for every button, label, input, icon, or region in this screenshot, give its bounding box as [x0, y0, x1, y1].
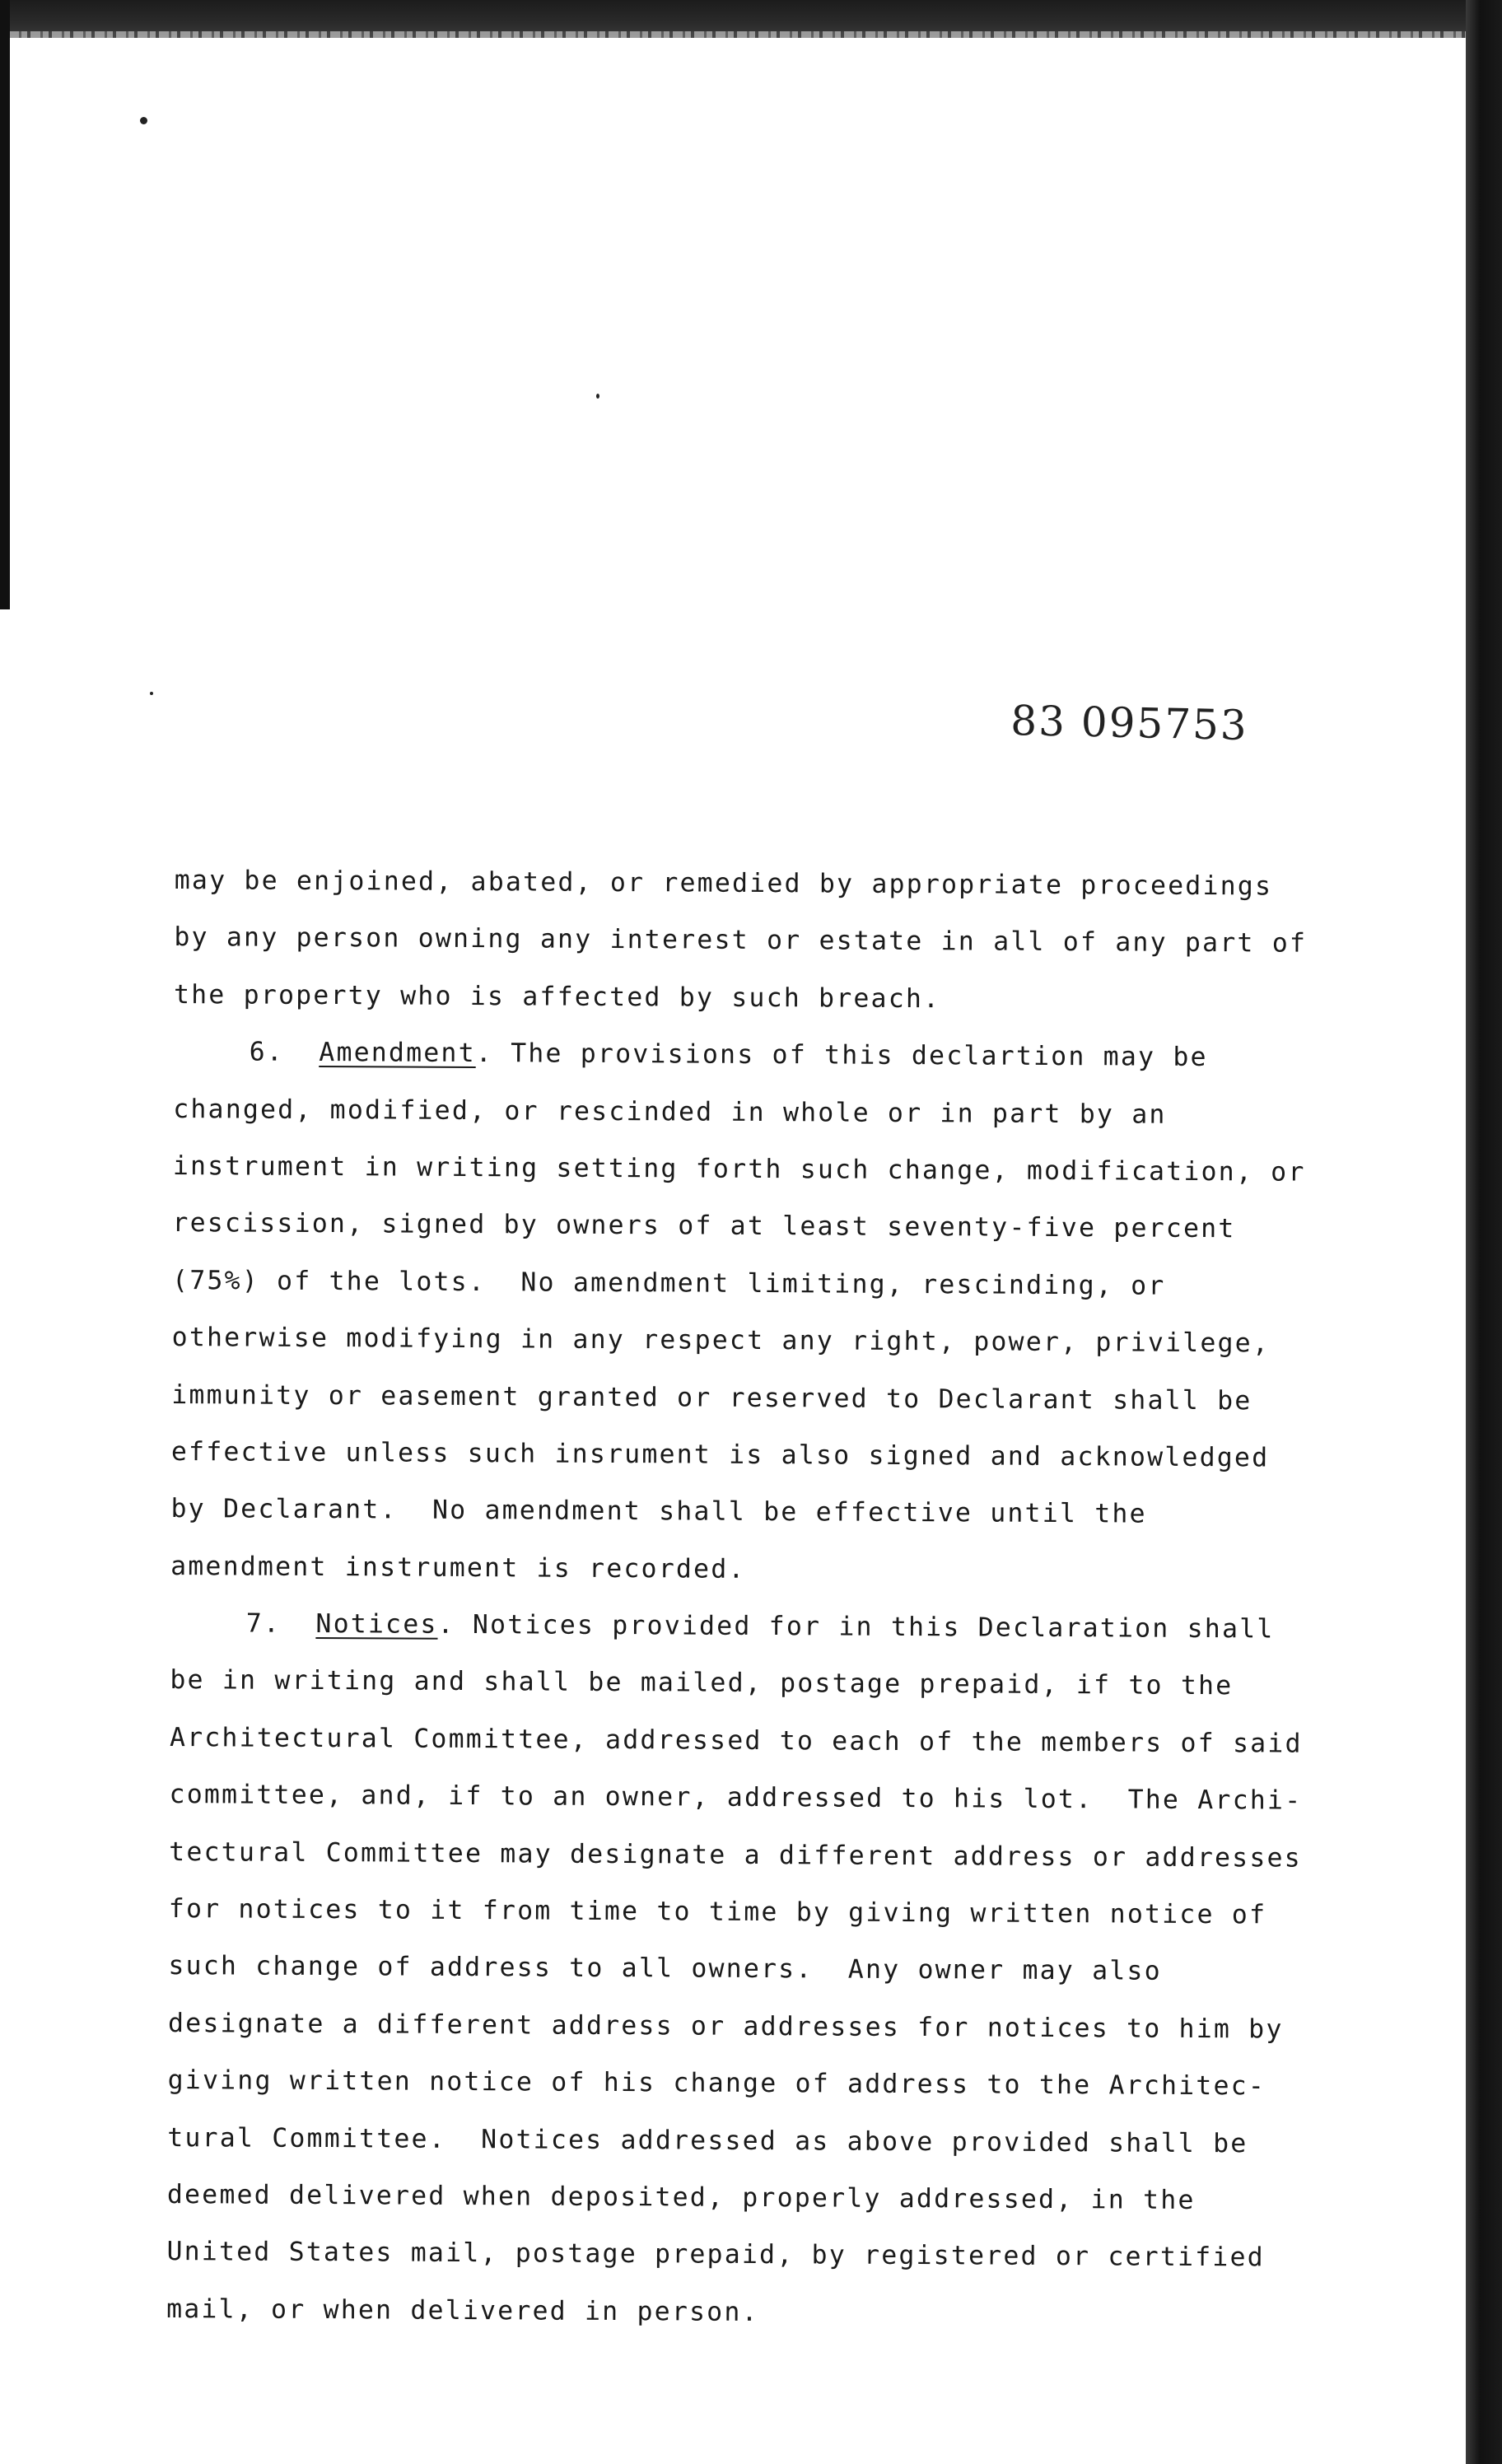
section-heading-notices: Notices: [315, 1609, 438, 1640]
scan-right-edge: [1466, 0, 1502, 2464]
body-line: changed, modified, or rescinded in whole or in part by an: [173, 1094, 1167, 1130]
body-line: committee, and, if to an owner, addressed to his lot. The Archi-: [169, 1780, 1303, 1816]
document-number: 83 095753: [1010, 697, 1249, 750]
body-line: tural Committee. Notices addressed as above provided shall be: [167, 2122, 1248, 2158]
body-line: the property who is affected by such breach.: [173, 979, 941, 1014]
section-first-line-text: . Notices provided for in this Declaration shall: [437, 1609, 1275, 1645]
body-line: United States mail, postage prepaid, by registered or certified: [166, 2237, 1265, 2273]
body-line: instrument in writing setting forth such change, modification, or: [172, 1150, 1306, 1188]
body-line: designate a different address or addresses for notices to him by: [167, 2008, 1284, 2045]
body-line: Architectural Committee, addressed to each of the members of said: [169, 1722, 1303, 1759]
body-line: be in writing and shall be mailed, postage prepaid, if to the: [170, 1665, 1234, 1701]
body-line: immunity or easement granted or reserved to Declarant shall be: [171, 1379, 1252, 1416]
section-heading-amendment: Amendment: [319, 1038, 476, 1069]
scan-speck: [596, 394, 599, 399]
body-line: for notices to it from time to time by giving written notice of: [168, 1894, 1267, 1930]
body-line: by Declarant. No amendment shall be effective until the: [170, 1494, 1147, 1529]
scan-left-edge: [0, 0, 10, 609]
scan-top-edge: [0, 0, 1502, 38]
body-line: giving written notice of his change of address to the Architec-: [167, 2065, 1266, 2102]
body-line: deemed delivered when deposited, properly addressed, in the: [166, 2179, 1196, 2215]
section-number: 7.: [245, 1608, 282, 1639]
scan-speck: [150, 692, 153, 695]
section-number: 6.: [249, 1037, 285, 1067]
body-line: otherwise modifying in any respect any right, power, privilege,: [171, 1323, 1271, 1359]
body-line: amendment instrument is recorded.: [170, 1551, 746, 1584]
body-line: may be enjoined, abated, or remedied by appropriate proceedings: [174, 865, 1273, 902]
body-line: tectural Committee may designate a different address or addresses: [169, 1836, 1303, 1874]
section-7-first-line: [170, 1595, 1340, 1659]
section-first-line-text: . The provisions of this declartion may be: [475, 1038, 1208, 1073]
scan-speck: [140, 117, 147, 124]
body-line: effective unless such insrument is also signed and acknowledged: [170, 1436, 1270, 1473]
body-line: by any person owning any interest or estate in all of any part of: [174, 922, 1308, 959]
body-line: mail, or when delivered in person.: [166, 2294, 759, 2327]
body-line: rescission, signed by owners of at least seventy-five percent: [172, 1208, 1236, 1244]
section-6-first-line: [173, 1024, 1342, 1087]
body-line: such change of address to all owners. Any owner may also: [168, 1951, 1162, 1987]
body-line: (75%) of the lots. No amendment limiting, rescinding, or: [171, 1265, 1166, 1301]
document-body: [166, 852, 1344, 2345]
